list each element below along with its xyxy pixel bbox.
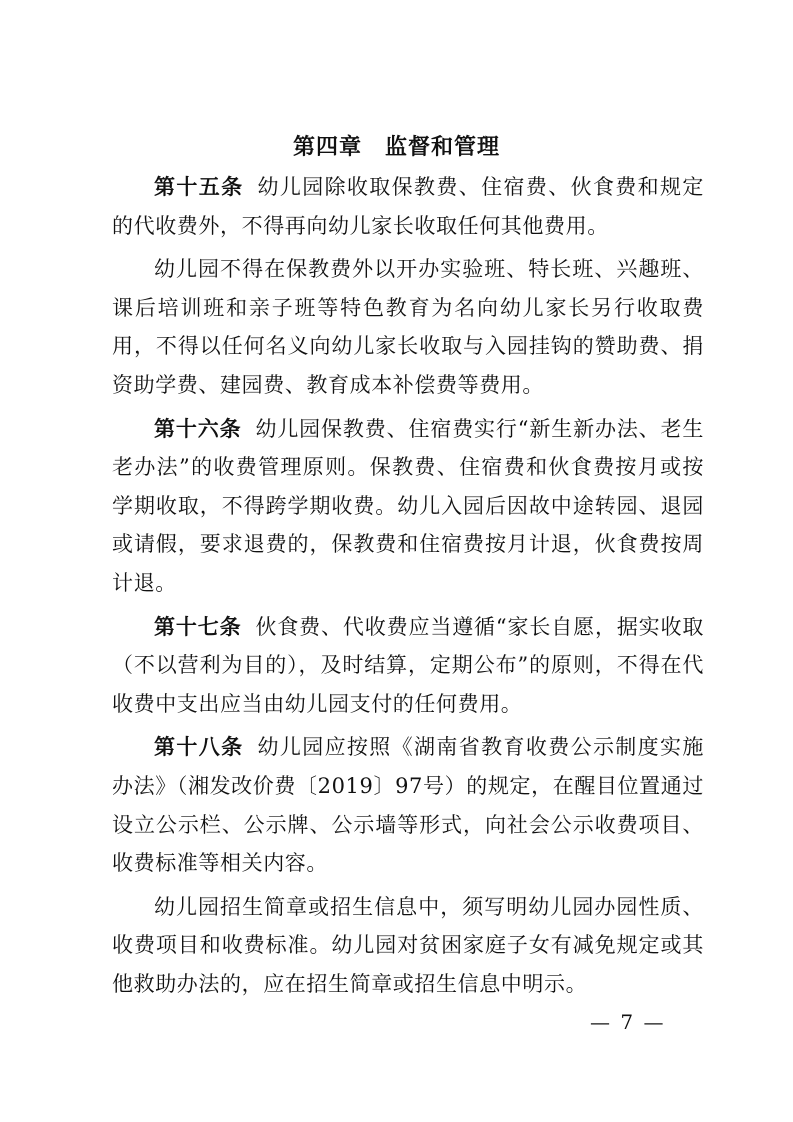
article-15-supplement-text: 幼儿园不得在保教费外以开办实验班、特长班、兴趣班、课后培训班和亲子班等特色教育为名向幼儿家长另行收取费用，不得以任何名义向幼儿家长收取与入园挂钩的赞助费、捐资助学费、建园费、教育成本补偿费等费用。: [112, 257, 704, 397]
article-16-paragraph: [112, 410, 704, 603]
article-17-label: 第十七条: [154, 614, 242, 639]
article-18-label: 第十八条: [154, 735, 244, 760]
chapter-title: 第四章 监督和管理: [292, 135, 500, 160]
page-number: — 7 —: [590, 1010, 666, 1034]
article-16-text: 幼儿园保教费、住宿费实行“新生新办法、老生老办法”的收费管理原则。保教费、住宿费和伙食费按月或按学期收取，不得跨学期收费。幼儿入园后因故中途转园、退园或请假，要求退费的，保教费和住宿费按月计退，伙食费按周计退。: [112, 416, 704, 595]
article-15-supplement-paragraph: [112, 250, 704, 404]
article-16-label: 第十六条: [154, 416, 242, 441]
article-15-label: 第十五条: [154, 175, 244, 199]
document-body: [112, 168, 704, 1003]
article-18-paragraph: [112, 728, 704, 882]
article-18-text: 幼儿园应按照《湖南省教育收费公示制度实施办法》（湘发改价费〔2019〕97号）的规定，在醒目位置通过设立公示栏、公示牌、公示墙等形式，向社会公示收费项目、收费标准等相关内容。: [112, 735, 705, 876]
article-17-text: 伙食费、代收费应当遵循“家长自愿，据实收取（不以营利为目的），及时结算，定期公布”的原则，不得在代收费中支出应当由幼儿园支付的任何费用。: [112, 614, 704, 716]
article-15-text: 幼儿园除收取保教费、住宿费、伙食费和规定的代收费外，不得再向幼儿家长收取任何其他费用。: [112, 175, 705, 238]
article-15-paragraph: [112, 168, 704, 245]
article-18-supplement-paragraph: [112, 888, 704, 1004]
article-17-paragraph: [112, 608, 704, 724]
article-18-supplement-text: 幼儿园招生简章或招生信息中，须写明幼儿园办园性质、收费项目和收费标准。幼儿园对贫困家庭子女有减免规定或其他救助办法的，应在招生简章或招生信息中明示。: [112, 894, 704, 996]
